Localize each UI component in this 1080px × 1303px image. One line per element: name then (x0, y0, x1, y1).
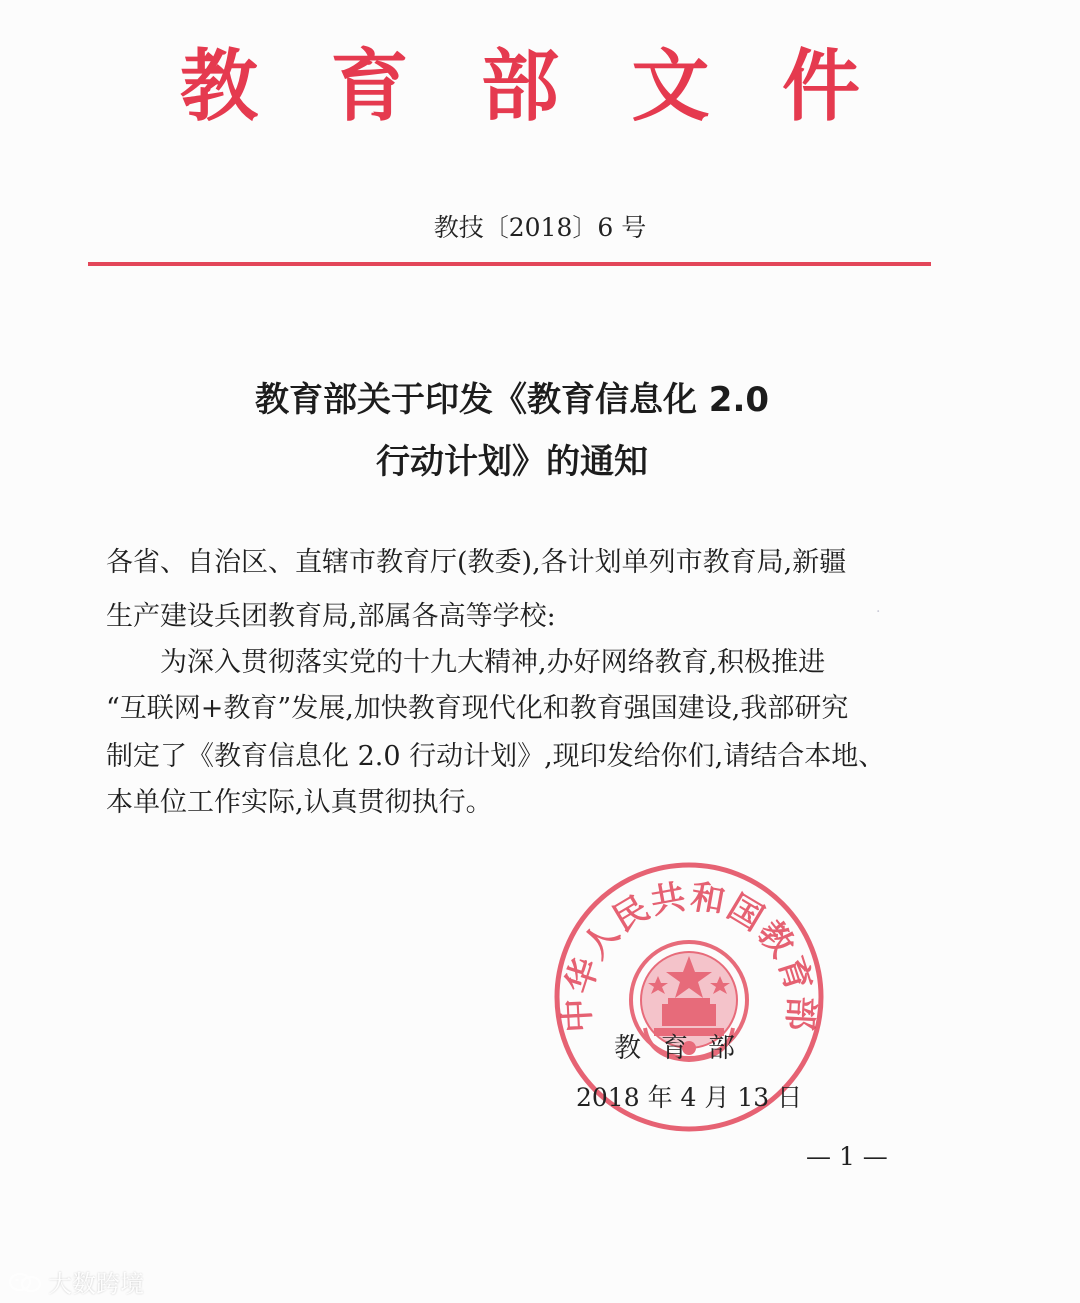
body-line-1: 各省、自治区、直辖市教育厅(教委),各计划单列市教育局,新疆 (106, 547, 847, 578)
watermark-text: 大数跨境 (48, 1270, 144, 1298)
header-char-5: 件 (781, 42, 860, 132)
watermark (8, 1264, 144, 1299)
scan-mark: · (876, 604, 881, 620)
body-line-3: 为深入贯彻落实党的十九大精神,办好网络教育,积极推进 (106, 647, 826, 678)
header-char-2: 育 (330, 42, 409, 132)
body-line-2: 生产建设兵团教育局,部属各高等学校: (106, 601, 556, 632)
seal-text: 中华人民共和国教育部 (557, 876, 821, 1034)
notice-title-line-2: 行动计划》的通知 (376, 442, 648, 482)
issue-date: 2018 年 4 月 13 日 (576, 1083, 803, 1112)
body-line-5: 制定了《教育信息化 2.0 行动计划》,现印发给你们,请结合本地、 (106, 741, 886, 772)
notice-title-line-1: 教育部关于印发《教育信息化 2.0 (254, 380, 770, 420)
red-divider (88, 262, 931, 266)
header-char-3: 部 (480, 42, 559, 132)
page-number: — 1 — (806, 1142, 888, 1171)
document-header-title (180, 30, 860, 130)
header-char-4: 文 (631, 42, 710, 132)
body-line-6: 本单位工作实际,认真贯彻执行。 (106, 787, 493, 818)
document-number: 教技〔2018〕6 号 (433, 213, 647, 242)
signer-name: 教育部 (614, 1033, 755, 1064)
header-char-1: 教 (180, 42, 259, 132)
wechat-logo-icon (8, 1271, 42, 1293)
body-line-4: “互联网+教育”发展,加快教育现代化和教育强国建设,我部研究 (106, 693, 849, 724)
